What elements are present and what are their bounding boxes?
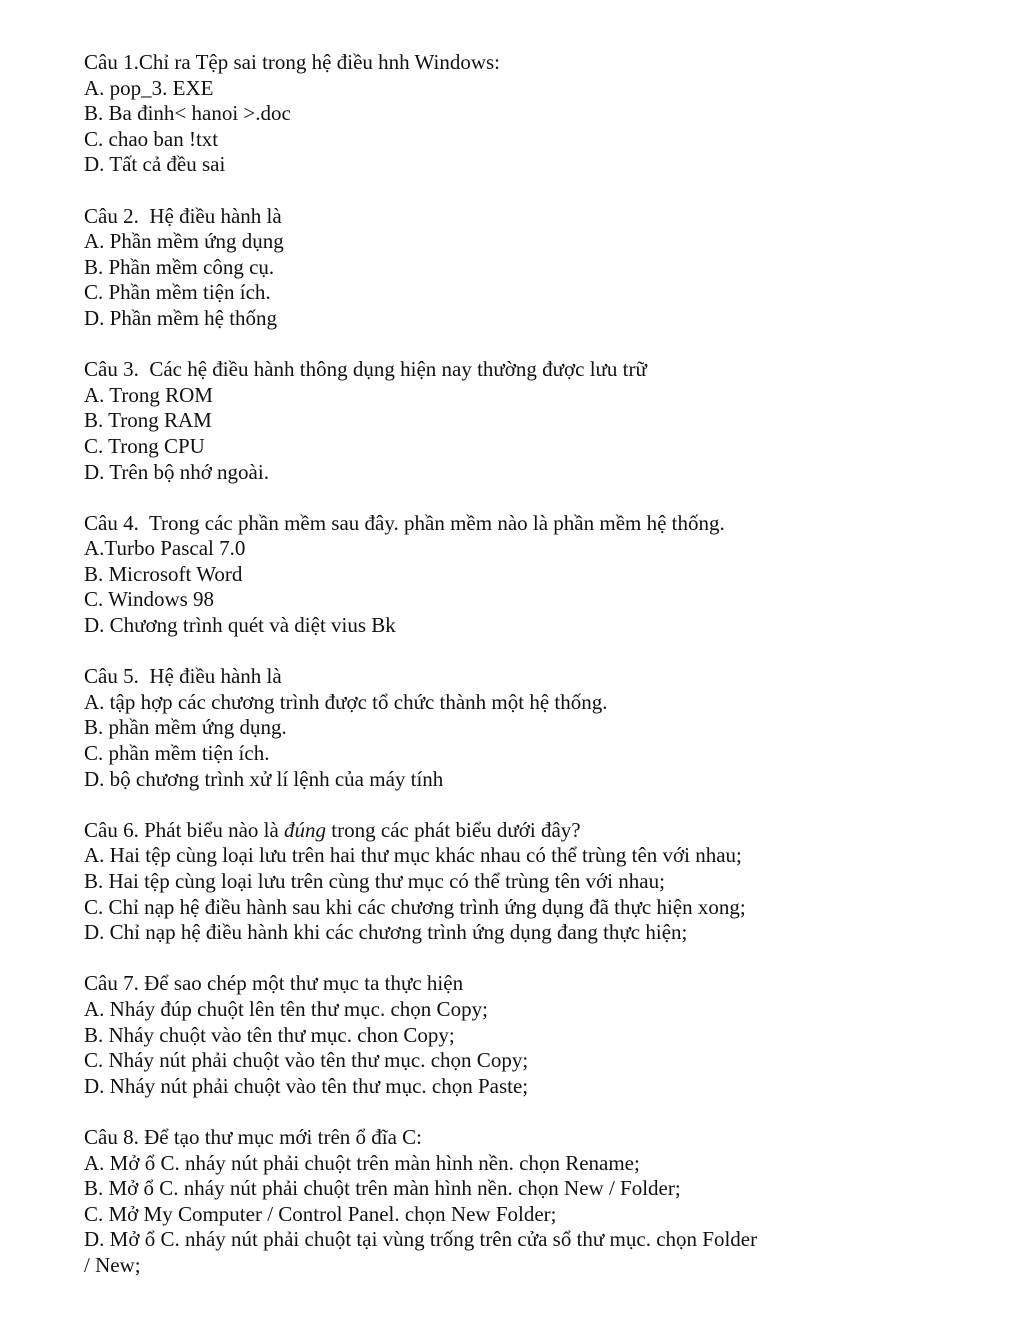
answer-option: A. tập hợp các chương trình được tổ chức thành một hệ thống.	[84, 689, 608, 714]
answer-option: B. Mở ổ C. nháy nút phải chuột trên màn hình nền. chọn New / Folder;	[84, 1176, 681, 1201]
answer-option: C. Windows 98	[84, 587, 215, 612]
answer-option: D. Nháy nút phải chuột vào tên thư mục. chọn Paste;	[84, 1073, 529, 1098]
answer-option: A. Mở ổ C. nháy nút phải chuột trên màn hình nền. chọn Rename;	[84, 1150, 640, 1175]
answer-option-continuation: / New;	[84, 1252, 141, 1277]
answer-option: C. phần mềm tiện ích.	[84, 741, 270, 766]
answer-option: A. Hai tệp cùng loại lưu trên hai thư mục khác nhau có thể trùng tên với nhau;	[84, 843, 742, 868]
question-title: Câu 1.Chỉ ra Tệp sai trong hệ điều hnh Windows:	[84, 50, 500, 74]
answer-option: B. Phần mềm công cụ.	[84, 254, 275, 279]
question-8	[84, 1125, 984, 1279]
question-title-emphasis: đúng	[284, 817, 327, 842]
question-6	[84, 818, 984, 946]
answer-option: D. Mở ổ C. nháy nút phải chuột tại vùng trống trên cửa sổ thư mục. chọn Folder	[84, 1227, 758, 1252]
answer-option: D. Chương trình quét và diệt vius Bk	[84, 613, 396, 638]
question-5	[84, 664, 984, 792]
answer-option: D. Chỉ nạp hệ điều hành khi các chương trình ứng dụng đang thực hiện;	[84, 920, 688, 945]
question-3	[84, 357, 984, 485]
answer-option: D. Phần mềm hệ thống	[84, 305, 278, 330]
answer-option: D. Trên bộ nhớ ngoài.	[84, 459, 269, 484]
question-title-start: Câu 6. Phát biểu nào là	[84, 817, 285, 842]
answer-option: A. Phần mềm ứng dụng	[84, 229, 284, 254]
answer-option: C. chao ban !txt	[84, 126, 219, 151]
answer-option: C. Chỉ nạp hệ điều hành sau khi các chương trình ứng dụng đã thực hiện xong;	[84, 894, 746, 919]
answer-option: B. Hai tệp cùng loại lưu trên cùng thư mục có thể trùng tên với nhau;	[84, 869, 665, 893]
question-title: Câu 4. Trong các phần mềm sau đây. phần mềm nào là phần mềm hệ thống.	[84, 510, 725, 535]
answer-option: B. Ba đinh< hanoi >.doc	[84, 101, 291, 126]
answer-option: B. Trong RAM	[84, 408, 212, 433]
question-title-end: trong các phát biểu dưới đây?	[326, 817, 581, 842]
question-title: Câu 3. Các hệ điều hành thông dụng hiện nay thường được lưu trữ	[84, 357, 647, 382]
answer-option: B. Nháy chuột vào tên thư mục. chon Copy;	[84, 1022, 455, 1047]
answer-option: A. Trong ROM	[84, 382, 213, 407]
question-title: Câu 8. Để tạo thư mục mới trên ổ đĩa C:	[84, 1124, 423, 1149]
question-title: Câu 7. Để sao chép một thư mục ta thực hiện	[84, 971, 464, 996]
answer-option: C. Nháy nút phải chuột vào tên thư mục. chọn Copy;	[84, 1048, 529, 1073]
question-title: Câu 2. Hệ điều hành là	[84, 203, 282, 228]
answer-option: A. pop_3. EXE	[84, 75, 214, 100]
answer-option: B. Microsoft Word	[84, 561, 243, 586]
question-2	[84, 204, 984, 332]
answer-option: D. Tất cả đều sai	[84, 152, 226, 177]
question-4	[84, 511, 984, 639]
answer-option: C. Phần mềm tiện ích.	[84, 280, 271, 305]
answer-option: C. Mở My Computer / Control Panel. chọn New Folder;	[84, 1201, 557, 1226]
answer-option: C. Trong CPU	[84, 433, 205, 458]
question-7	[84, 971, 984, 1099]
document-page	[84, 50, 984, 1304]
question-title	[84, 818, 984, 844]
answer-option: A. Nháy đúp chuột lên tên thư mục. chọn Copy;	[84, 996, 488, 1021]
question-1	[84, 50, 984, 178]
answer-option: D. bộ chương trình xử lí lệnh của máy tính	[84, 766, 444, 791]
answer-option: A.Turbo Pascal 7.0	[84, 536, 246, 561]
question-title: Câu 5. Hệ điều hành là	[84, 664, 282, 689]
answer-option: B. phần mềm ứng dụng.	[84, 715, 287, 740]
